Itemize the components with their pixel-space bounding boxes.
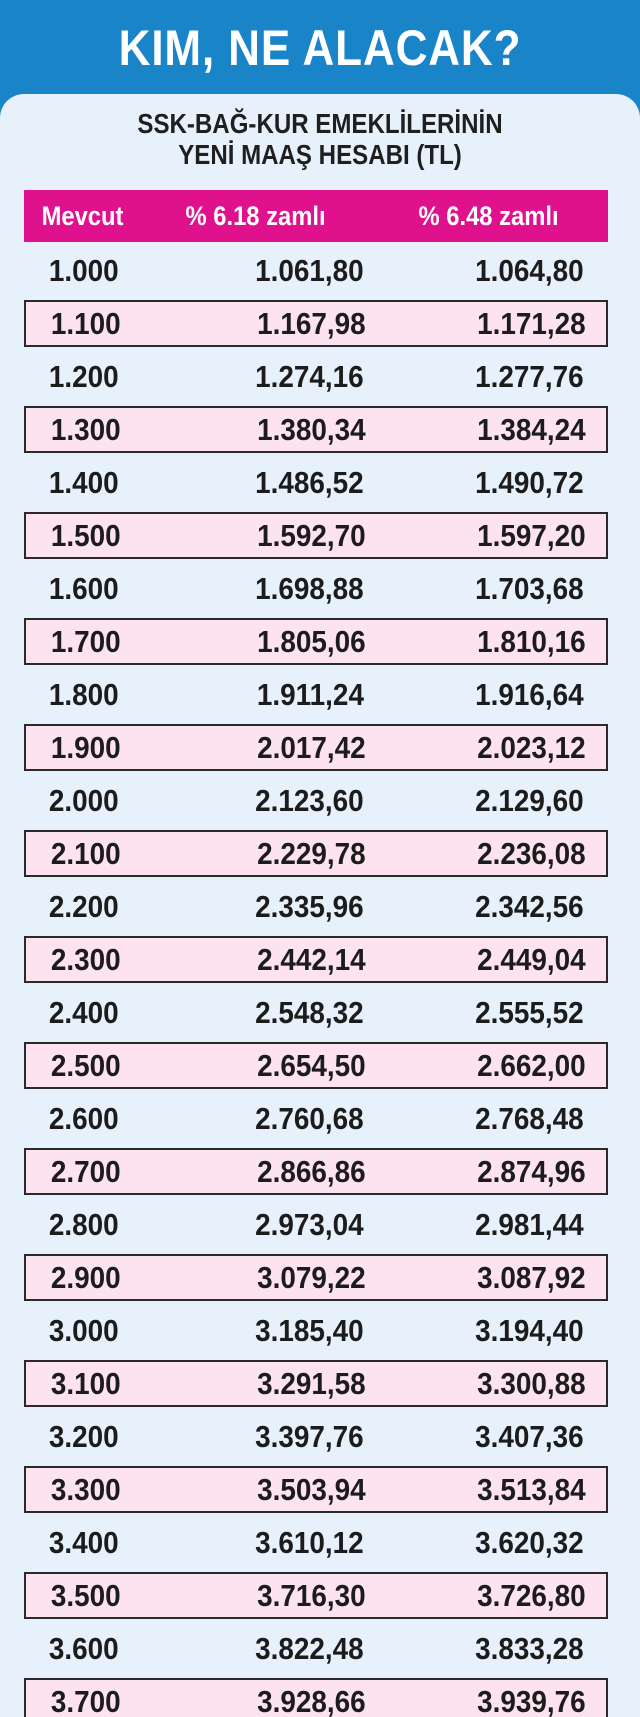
cell-current: 2.000 [49,782,119,818]
cell-raise-648: 3.939,76 [477,1683,586,1717]
cell-raise-618: 2.123,60 [255,782,364,818]
cell-raise-648: 3.620,32 [475,1524,584,1560]
table-row [24,350,608,403]
cell-raise-618: 3.503,94 [257,1471,366,1507]
cell-raise-618: 3.079,22 [257,1259,366,1295]
cell-raise-618: 2.017,42 [257,729,366,765]
table-row [24,1516,608,1569]
cell-current: 2.600 [49,1100,119,1136]
cell-current: 3.700 [51,1683,121,1717]
cell-raise-648: 1.597,20 [477,517,586,553]
cell-raise-648: 2.768,48 [475,1100,584,1136]
cell-raise-648: 2.129,60 [475,782,584,818]
cell-raise-648: 2.555,52 [475,994,584,1030]
column-header-618: % 6.18 zamlı [185,200,327,231]
table-row [24,1466,608,1513]
table-row [24,562,608,615]
cell-raise-618: 2.442,14 [257,941,366,977]
cell-current: 3.400 [49,1524,119,1560]
cell-current: 1.600 [49,570,119,606]
cell-raise-618: 2.335,96 [255,888,364,924]
table-row [24,1092,608,1145]
cell-raise-618: 2.548,32 [255,994,364,1030]
cell-raise-648: 1.490,72 [475,464,584,500]
cell-raise-648: 1.064,80 [475,252,584,288]
cell-raise-618: 1.061,80 [255,252,364,288]
cell-raise-618: 2.866,86 [257,1153,366,1189]
cell-raise-648: 1.384,24 [477,411,586,447]
table-row [24,774,608,827]
cell-raise-618: 3.716,30 [257,1577,366,1613]
table-row [24,1148,608,1195]
cell-raise-618: 3.610,12 [255,1524,364,1560]
cell-current: 3.100 [51,1365,121,1401]
column-header-current: Mevcut [42,200,124,231]
cell-raise-618: 2.654,50 [257,1047,366,1083]
cell-current: 2.400 [49,994,119,1030]
cell-raise-648: 1.277,76 [475,358,584,394]
table-body [24,244,608,1717]
cell-raise-648: 2.449,04 [477,941,586,977]
cell-raise-648: 3.194,40 [475,1312,584,1348]
table-row [24,1198,608,1251]
table-row [24,724,608,771]
table-row [24,668,608,721]
subtitle-line-1: SSK-BAĞ-KUR EMEKLİLERİNİN [137,108,503,139]
cell-current: 1.500 [51,517,121,553]
cell-current: 2.800 [49,1206,119,1242]
cell-raise-618: 1.592,70 [257,517,366,553]
cell-current: 3.000 [49,1312,119,1348]
table-row [24,1360,608,1407]
table-row [24,1410,608,1463]
cell-raise-648: 2.236,08 [477,835,586,871]
table-row [24,512,608,559]
cell-current: 1.400 [49,464,119,500]
cell-raise-618: 1.805,06 [257,623,366,659]
cell-current: 1.000 [49,252,119,288]
table-row [24,880,608,933]
table-row [24,1678,608,1717]
cell-raise-648: 2.662,00 [477,1047,586,1083]
table-row [24,456,608,509]
cell-current: 2.500 [51,1047,121,1083]
cell-current: 1.200 [49,358,119,394]
cell-raise-648: 1.810,16 [477,623,586,659]
cell-raise-618: 3.185,40 [255,1312,364,1348]
cell-raise-618: 2.229,78 [257,835,366,871]
table-row [24,1042,608,1089]
table-row [24,300,608,347]
cell-raise-648: 2.874,96 [477,1153,586,1189]
cell-raise-618: 1.274,16 [255,358,364,394]
cell-current: 2.700 [51,1153,121,1189]
cell-raise-618: 1.486,52 [255,464,364,500]
content-panel [0,94,640,1717]
salary-table [24,190,608,1717]
cell-raise-618: 2.973,04 [255,1206,364,1242]
cell-current: 3.200 [49,1418,119,1454]
cell-raise-648: 2.023,12 [477,729,586,765]
cell-raise-648: 3.726,80 [477,1577,586,1613]
cell-current: 1.800 [49,676,119,712]
cell-raise-648: 1.171,28 [477,305,586,341]
cell-raise-648: 1.916,64 [475,676,584,712]
cell-current: 2.900 [51,1259,121,1295]
cell-current: 2.300 [51,941,121,977]
cell-raise-648: 3.513,84 [477,1471,586,1507]
table-row [24,406,608,453]
cell-raise-648: 3.407,36 [475,1418,584,1454]
cell-raise-648: 3.833,28 [475,1630,584,1666]
subtitle-line-2: YENİ MAAŞ HESABI (TL) [178,139,462,170]
cell-current: 2.200 [49,888,119,924]
cell-raise-648: 3.300,88 [477,1365,586,1401]
cell-raise-648: 1.703,68 [475,570,584,606]
cell-raise-618: 1.380,34 [257,411,366,447]
table-row [24,244,608,297]
subtitle [45,108,595,170]
cell-raise-618: 1.911,24 [256,676,364,712]
cell-current: 2.100 [51,835,121,871]
column-header-648: % 6.48 zamlı [418,200,560,231]
table-row [24,830,608,877]
cell-raise-618: 3.928,66 [257,1683,366,1717]
cell-current: 1.100 [51,305,121,341]
table-row [24,1304,608,1357]
table-row [24,936,608,983]
cell-current: 3.600 [49,1630,119,1666]
cell-raise-618: 2.760,68 [255,1100,364,1136]
cell-current: 3.300 [51,1471,121,1507]
cell-current: 1.700 [51,623,121,659]
cell-raise-648: 3.087,92 [477,1259,586,1295]
cell-current: 1.900 [51,729,121,765]
table-header [24,190,608,242]
table-row [24,986,608,1039]
table-row [24,1622,608,1675]
cell-current: 3.500 [51,1577,121,1613]
cell-raise-618: 3.397,76 [255,1418,364,1454]
table-row [24,1572,608,1619]
headline: KIM, NE ALACAK? [118,20,522,76]
cell-raise-618: 3.822,48 [255,1630,364,1666]
table-row [24,1254,608,1301]
cell-raise-648: 2.342,56 [475,888,584,924]
cell-raise-618: 1.167,98 [257,305,366,341]
cell-raise-648: 2.981,44 [475,1206,584,1242]
cell-raise-618: 1.698,88 [255,570,364,606]
cell-raise-618: 3.291,58 [257,1365,366,1401]
table-row [24,618,608,665]
cell-current: 1.300 [51,411,121,447]
